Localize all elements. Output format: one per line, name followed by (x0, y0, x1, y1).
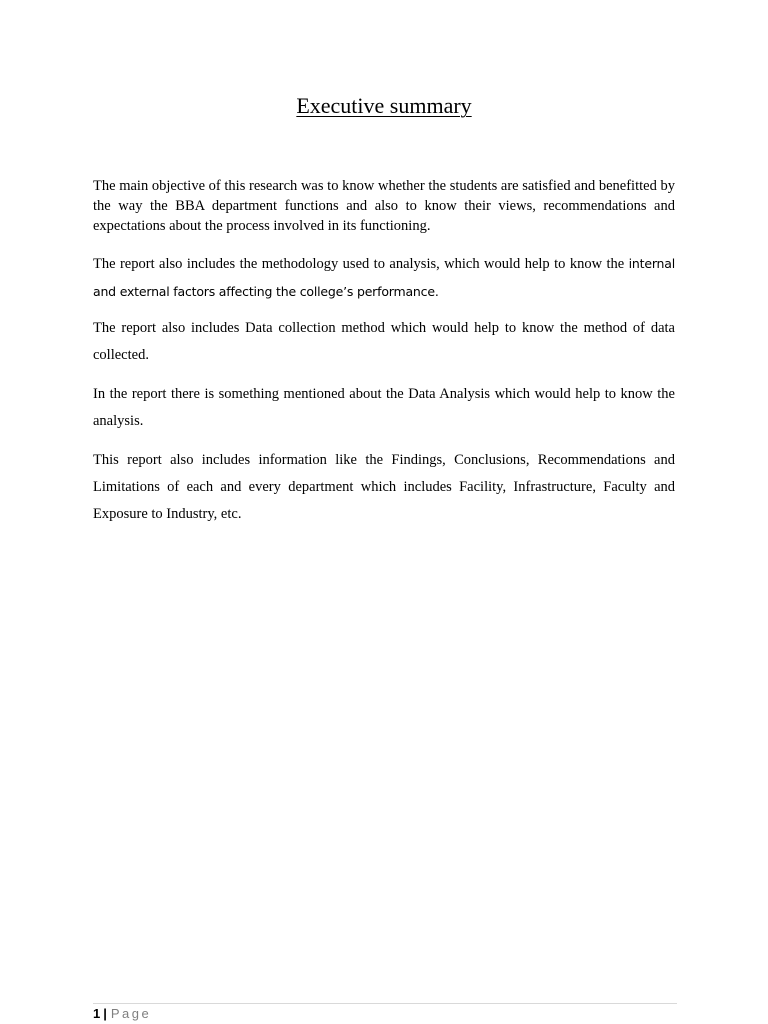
page-number: 1 (93, 1006, 101, 1021)
page-label: Page (110, 1006, 152, 1021)
paragraph-data-collection: The report also includes Data collection method which would help to know the method of data collected. (93, 320, 675, 363)
paragraph-objective: The main objective of this research was to know whether the students are satisfied and benefitted by the way the BBA department functions and also to know their views, recommendations and expectations about the process involved in its functioning. (93, 178, 675, 234)
paragraph-methodology-line1: The report also includes the methodology used to analysis, which would help to know the (93, 256, 625, 272)
page-footer (93, 1006, 151, 1022)
footer-separator: | (103, 1006, 107, 1021)
paragraph-methodology-line2: internal and external factors affecting the college’s performance. (93, 256, 676, 299)
footer-divider (93, 1003, 677, 1004)
page-title-text: Executive summary (296, 93, 472, 118)
page-title (0, 93, 768, 119)
paragraph-methodology (93, 250, 675, 306)
paragraph-findings: This report also includes information like the Findings, Conclusions, Recommendations and Limitations of each and every department which includes Facility, Infrastructure, Faculty and Exposure to Industry, etc. (93, 452, 675, 522)
paragraph-data-analysis: In the report there is something mentioned about the Data Analysis which would help to know the analysis. (93, 386, 675, 429)
